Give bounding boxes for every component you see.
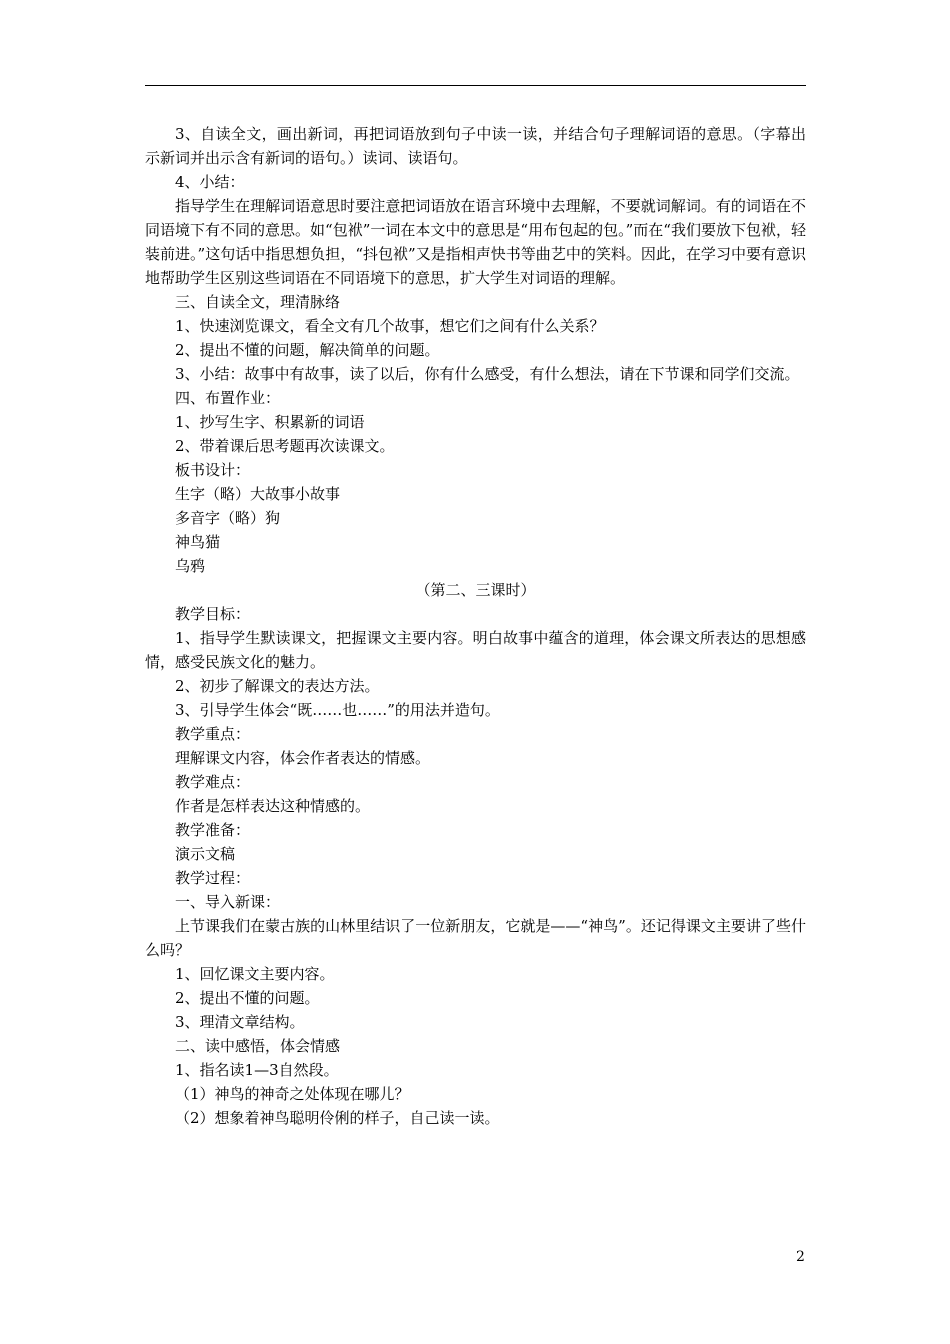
paragraph: 教学目标：	[175, 605, 251, 623]
paragraph: 作者是怎样表达这种情感的。	[175, 797, 371, 815]
paragraph: 3、自读全文，画出新词，再把词语放到句子中读一读，并结合句子理解词语的意思。（字幕出示新词并出示含有新词的语句。）读词、读语句。	[145, 125, 806, 167]
paragraph: 2、提出不懂的问题，解决简单的问题。	[175, 341, 440, 359]
paragraph: 二、读中感悟，体会情感	[175, 1037, 341, 1055]
paragraph: 2、提出不懂的问题。	[175, 989, 320, 1007]
paragraph: （1）神鸟的神奇之处体现在哪儿？	[175, 1085, 410, 1103]
paragraph: 指导学生在理解词语意思时要注意把词语放在语言环境中去理解，不要就词解词。有的词语在不同语境下有不同的意思。如“包袱”一词在本文中的意思是“用布包起的包。”而在“我们要放下包袱，轻装前进。”这句话中指思想负担，“抖包袱”又是指相声快书等曲艺中的笑料。因此，在学习中要有意识地帮助学生区别这些词语在不同语境下的意思，扩大学生对词语的理解。	[145, 197, 806, 287]
paragraph: （2）想象着神鸟聪明伶俐的样子，自己读一读。	[175, 1109, 500, 1127]
paragraph: 3、理清文章结构。	[175, 1013, 305, 1031]
header-rule	[145, 85, 806, 86]
paragraph: 1、回忆课文主要内容。	[175, 965, 335, 983]
paragraph: 教学难点：	[175, 773, 251, 791]
paragraph: 三、自读全文，理清脉络	[175, 293, 341, 311]
paragraph: 4、小结：	[175, 173, 245, 191]
paragraph: 生字（略）大故事小故事	[175, 485, 341, 503]
section-heading: （第二、三课时）	[415, 581, 536, 599]
paragraph: 1、指名读1—3自然段。	[175, 1061, 339, 1079]
document-body	[145, 122, 806, 1130]
paragraph: 1、抄写生字、积累新的词语	[175, 413, 365, 431]
paragraph: 1、快速浏览课文，看全文有几个故事，想它们之间有什么关系？	[175, 317, 605, 335]
paragraph: 教学准备：	[175, 821, 251, 839]
paragraph: 演示文稿	[175, 845, 236, 863]
paragraph: 3、引导学生体会“既……也……”的用法并造句。	[175, 701, 500, 719]
paragraph: 2、初步了解课文的表达方法。	[175, 677, 380, 695]
paragraph: 神鸟猫	[175, 533, 221, 551]
paragraph: 板书设计：	[175, 461, 251, 479]
paragraph: 3、小结：故事中有故事，读了以后，你有什么感受，有什么想法，请在下节课和同学们交流。	[175, 365, 800, 383]
paragraph: 乌鸦	[175, 557, 206, 575]
paragraph: 2、带着课后思考题再次读课文。	[175, 437, 395, 455]
paragraph: 教学过程：	[175, 869, 251, 887]
paragraph: 四、布置作业：	[175, 389, 281, 407]
paragraph: 多音字（略）狗	[175, 509, 281, 527]
page-number: 2	[796, 1249, 805, 1265]
paragraph: 1、指导学生默读课文，把握课文主要内容。明白故事中蕴含的道理，体会课文所表达的思想感情，感受民族文化的魅力。	[145, 629, 806, 671]
paragraph: 上节课我们在蒙古族的山林里结识了一位新朋友，它就是——“神鸟”。还记得课文主要讲了些什么吗？	[145, 917, 806, 959]
paragraph: 一、导入新课：	[175, 893, 281, 911]
paragraph: 理解课文内容，体会作者表达的情感。	[175, 749, 431, 767]
paragraph: 教学重点：	[175, 725, 251, 743]
